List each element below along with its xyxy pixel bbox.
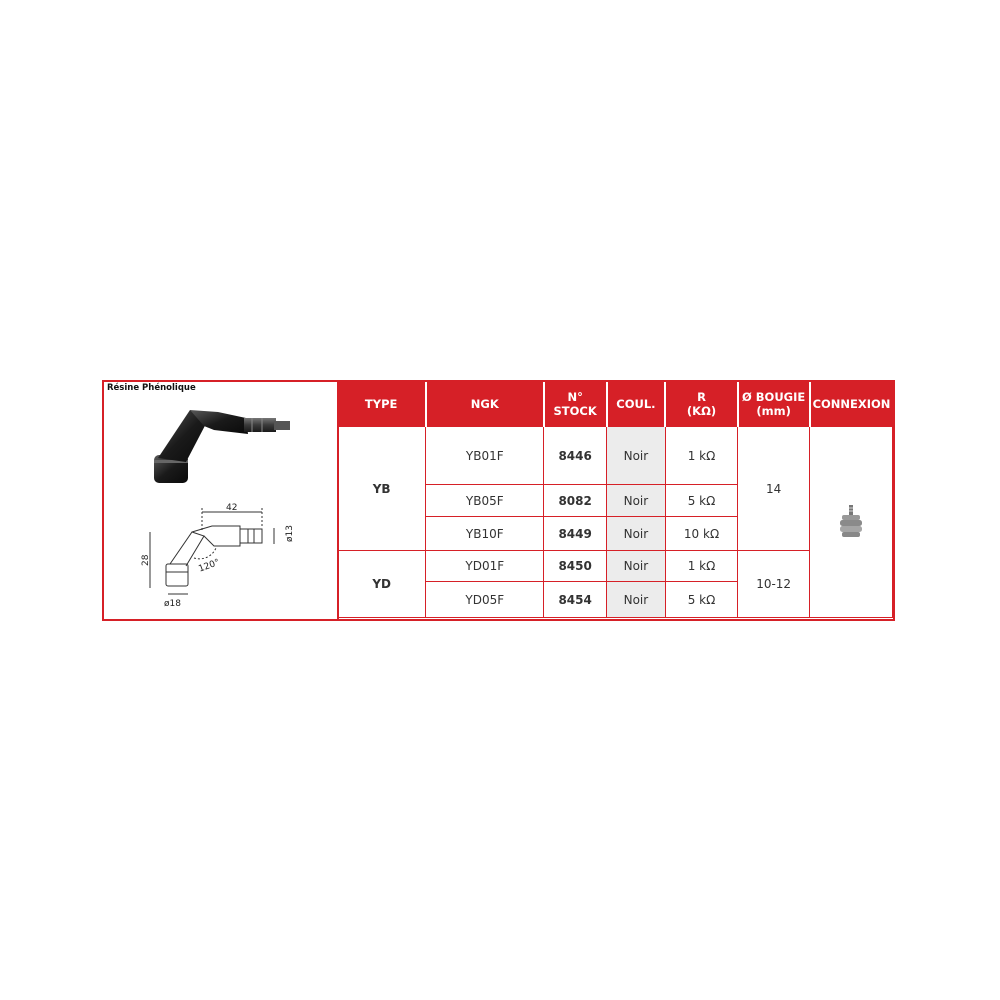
header-bougie-line2: (mm) [756,404,791,418]
resistance-cell: 1 kΩ [665,427,737,485]
stock-cell: 8446 [544,427,607,485]
coul-cell: Noir [607,517,666,551]
stock-cell: 8082 [544,485,607,517]
bougie-cell: 14 [738,427,810,551]
connexion-cell [810,427,893,618]
coul-cell: Noir [607,582,666,618]
dim-height: 28 [141,554,151,566]
header-r-line2: (KΩ) [686,404,717,418]
coul-cell: Noir [607,551,666,582]
header-type: TYPE [338,382,426,427]
coul-cell: Noir [607,485,666,517]
ngk-cell: YD05F [426,582,544,618]
coul-cell: Noir [607,427,666,485]
header-connexion: CONNEXION [810,382,893,427]
table-row [338,551,893,582]
connector-icon [838,504,864,538]
dimension-drawing [134,502,334,612]
ngk-cell: YB05F [426,485,544,517]
spec-table [337,382,893,618]
dim-diameter-small: ø13 [285,525,295,542]
type-cell: YD [338,551,426,618]
header-stock-line2: STOCK [553,404,597,418]
stock-cell: 8450 [544,551,607,582]
image-panel [104,382,339,619]
header-coul: COUL. [607,382,666,427]
spark-plug-cap-photo [144,400,314,500]
bougie-cell: 10-12 [738,551,810,618]
resistance-cell: 5 kΩ [665,485,737,517]
header-bougie [738,382,810,427]
header-stock-line1: N° [567,390,583,404]
type-cell: YB [338,427,426,551]
header-row [338,382,893,427]
ngk-cell: YB10F [426,517,544,551]
header-r [665,382,737,427]
header-ngk: NGK [426,382,544,427]
table-row [338,427,893,485]
resistance-cell: 1 kΩ [665,551,737,582]
header-stock [544,382,607,427]
dim-diameter-big: ø18 [164,599,181,609]
dim-angle: 120° [197,557,222,575]
header-r-line1: R [697,390,706,404]
header-bougie-line1: Ø BOUGIE [742,390,806,404]
stock-cell: 8454 [544,582,607,618]
material-label: Résine Phénolique [107,383,196,393]
product-card [102,380,895,621]
dim-length: 42 [226,503,238,513]
ngk-cell: YB01F [426,427,544,485]
resistance-cell: 5 kΩ [665,582,737,618]
stock-cell: 8449 [544,517,607,551]
ngk-cell: YD01F [426,551,544,582]
resistance-cell: 10 kΩ [665,517,737,551]
